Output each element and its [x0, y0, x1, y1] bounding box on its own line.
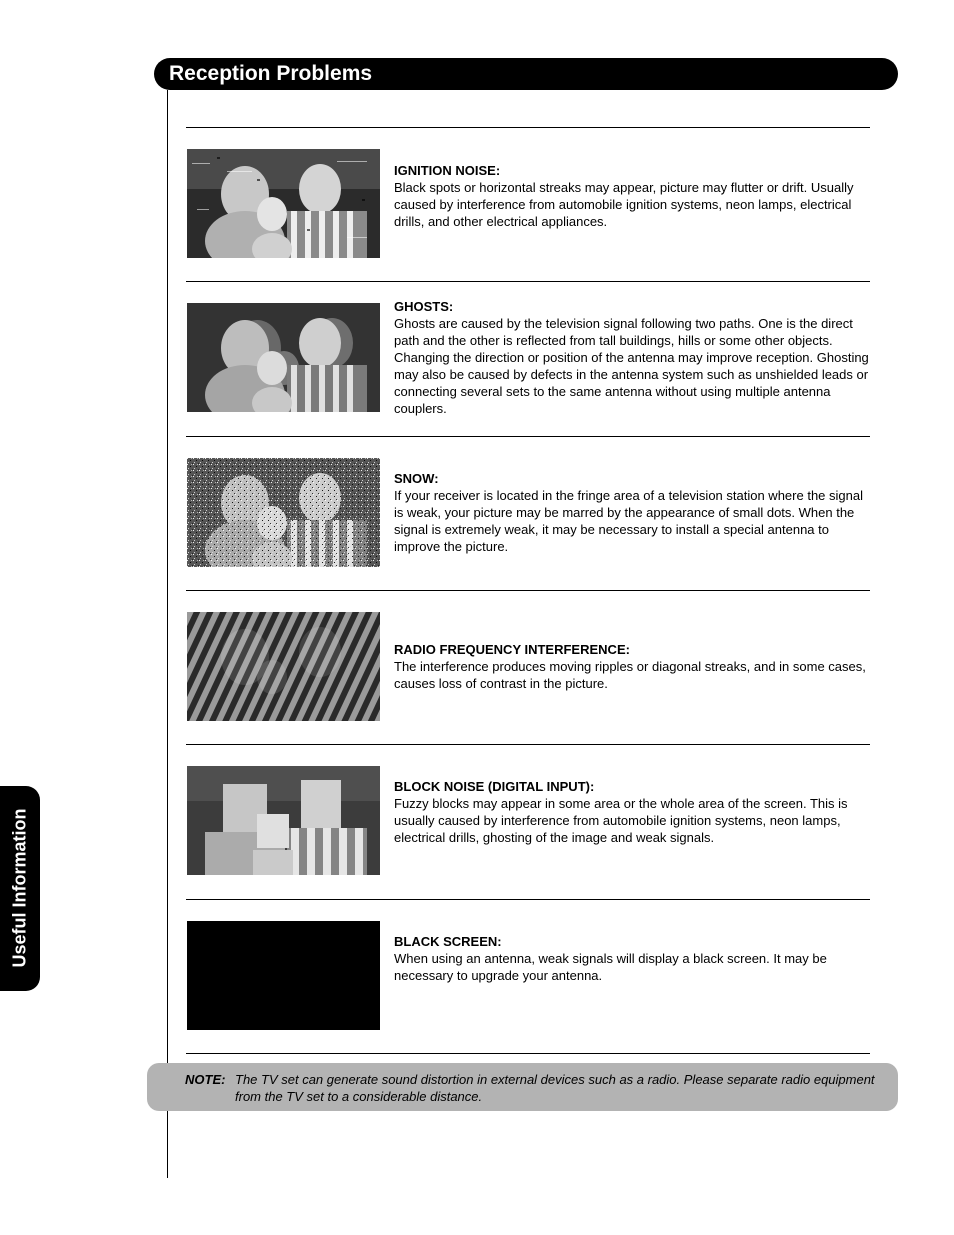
problem-item-ghosts: [186, 299, 870, 416]
problem-text: [394, 641, 872, 692]
radio-frequency-interference-photo: [187, 612, 380, 721]
side-tab-label: Useful Information: [9, 808, 30, 968]
problem-description: Fuzzy blocks may appear in some area or the whole area of the screen. This is usually caused by interference from automobile ignition systems, neon lamps, electrical drills, ghosting of the image and weak signals.: [394, 796, 848, 845]
black-screen-image: [187, 921, 380, 1030]
problem-description: The interference produces moving ripples or diagonal streaks, and in some cases, causes loss of contrast in the picture.: [394, 659, 866, 691]
snow-photo: [187, 458, 380, 567]
problem-description: When using an antenna, weak signals will display a black screen. It may be necessary to upgrade your antenna.: [394, 951, 827, 983]
problem-description: Black spots or horizontal streaks may appear, picture may flutter or drift. Usually caused by interference from automobile ignition systems, neon lamps, electrical drills, and other electrical appliances.: [394, 180, 854, 229]
problem-title: IGNITION NOISE:: [394, 163, 501, 178]
page-title: Reception Problems: [169, 62, 373, 85]
problem-text: [394, 933, 872, 984]
ghosts-photo: [187, 303, 380, 412]
problem-item-block-noise: [186, 766, 870, 876]
problem-item-black-screen: [186, 921, 870, 1031]
note-label: NOTE:: [185, 1072, 226, 1087]
problem-text: [394, 162, 872, 230]
divider-rule: [186, 744, 870, 745]
problem-description: Ghosts are caused by the television signal following two paths. One is the direct path and the other is reflected from tall buildings, hills or some other objects. Changing the direction or position of the antenna may improve reception. Ghosting may also be caused by defects in the antenna system such as unshielded leads or connecting several sets to the same antenna without using multiple antenna couplers.: [394, 316, 869, 416]
divider-rule: [186, 899, 870, 900]
left-margin-rule: [167, 90, 168, 1178]
divider-rule: [186, 1053, 870, 1054]
note-box: [147, 1063, 898, 1111]
problem-text: [394, 470, 872, 555]
problem-item-snow: [186, 458, 870, 568]
problem-item-radio-frequency-interference: [186, 612, 870, 722]
divider-rule: [186, 436, 870, 437]
problem-title: BLOCK NOISE (DIGITAL INPUT):: [394, 779, 595, 794]
block-noise-photo: [187, 766, 380, 875]
divider-rule: [186, 281, 870, 282]
problem-text: [394, 298, 872, 417]
problem-description: If your receiver is located in the fringe area of a television station where the signal is weak, your picture may be marred by the appearance of small dots. When the signal is extremely weak, it may be necessary to install a special antenna to improve the picture.: [394, 488, 863, 554]
problem-title: BLACK SCREEN:: [394, 934, 502, 949]
note-text: The TV set can generate sound distortion in external devices such as a radio. Please separate radio equipment from the TV set to a considerable distance.: [235, 1072, 875, 1104]
section-header: [154, 58, 898, 90]
problem-title: SNOW:: [394, 471, 439, 486]
ignition-noise-photo: [187, 149, 380, 258]
problem-item-ignition-noise: [186, 149, 870, 259]
problem-text: [394, 778, 872, 846]
problem-title: RADIO FREQUENCY INTERFERENCE:: [394, 642, 630, 657]
divider-rule: [186, 590, 870, 591]
divider-rule: [186, 127, 870, 128]
problem-title: GHOSTS:: [394, 299, 454, 314]
side-tab: [0, 786, 40, 991]
